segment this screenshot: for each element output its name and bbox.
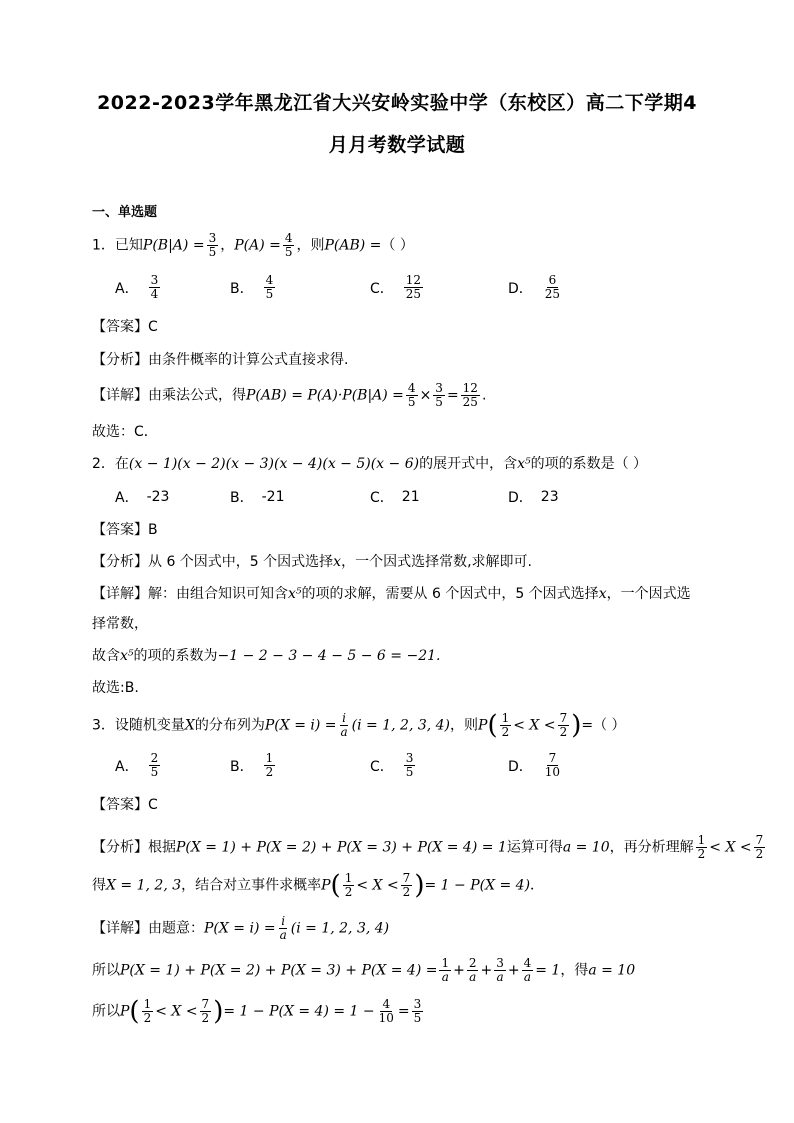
q2-detail: 【详解】解：由组合知识可知含x⁵的项的求解，需要从 6 个因式中，5 个因式选择x，一个因式选	[92, 586, 691, 602]
q3-detail-sum: 所以P(X = 1) + P(X = 2) + P(X = 3) + P(X = 4) = $\frac{1}{a}$ + $\frac{2}{a}$ + $\frac{3}{a}$ + $\frac{4}{a}$ = 1，得a = 10	[92, 956, 636, 984]
q2-detail-result: 故含x⁵的项的系数为−1 − 2 − 3 − 4 − 5 − 6 = −21.	[92, 648, 441, 664]
q3-detail-result: 所以P( $\frac{1}{2}$ < X < $\frac{7}{2}$ )= 1 − P(X = 4) = 1 − $\frac{4}{10}$ = $\frac{3}{5}$	[92, 996, 422, 1027]
q1-analysis: 【分析】由条件概率的计算公式直接求得.	[92, 352, 349, 368]
q3-option-a: A． $\frac{2}{5}$	[115, 751, 159, 779]
q3-analysis-cont: 得X = 1, 2, 3，结合对立事件求概率P( $\frac{1}{2}$ < X < $\frac{7}{2}$ )= 1 − P(X = 4)．	[92, 870, 545, 901]
q2-analysis: 【分析】从 6 个因式中，5 个因式选择x，一个因式选择常数,求解即可.	[92, 554, 532, 570]
q2-stem: 2．在(x − 1)(x − 2)(x − 3)(x − 4)(x − 5)(x − 6)的展开式中，含x⁵的项的系数是（ ）	[92, 456, 648, 472]
q1-stem: 1．已知P(B|A) = $\frac{3}{5}$ ，P(A) = $\frac{4}{5}$ ，则P(AB) =（ ）	[92, 231, 414, 259]
q3-analysis: 【分析】根据P(X = 1) + P(X = 2) + P(X = 3) + P(X = 4) = 1运算可得a = 10，再分析理解 $\frac{1}{2}$ < X < $\frac{7}{2}$	[92, 833, 764, 861]
q1-option-a: A． $\frac{3}{4}$	[115, 273, 159, 301]
q1-detail: 【详解】由乘法公式，得P(AB) = P(A)·P(B|A) = $\frac{4}{5}$ × $\frac{3}{5}$ = $\frac{12}{25}$ .	[92, 381, 487, 409]
q3-option-b: B． $\frac{1}{2}$	[230, 751, 274, 779]
q2-option-a: A． -23	[115, 489, 170, 506]
section-heading: 一、单选题	[92, 205, 158, 220]
q1-option-c: C． $\frac{12}{25}$	[370, 273, 422, 301]
q2-option-d: D． 23	[508, 489, 559, 506]
q1-option-b: B． $\frac{4}{5}$	[230, 273, 274, 301]
q2-option-b: B． -21	[230, 489, 285, 506]
q2-detail-cont: 择常数，	[92, 616, 148, 632]
page-title-line1: 2022-2023学年黑龙江省大兴安岭实验中学（东校区）高二下学期4	[97, 92, 697, 114]
q3-answer: 【答案】C	[92, 797, 158, 813]
q3-option-c: C． $\frac{3}{5}$	[370, 751, 414, 779]
q1-conclusion: 故选：C．	[92, 424, 158, 440]
q2-conclusion: 故选:B.	[92, 680, 139, 696]
q2-answer: 【答案】B	[92, 522, 158, 538]
page-title-line2: 月月考数学试题	[328, 134, 466, 156]
q2-option-c: C． 21	[370, 489, 420, 506]
q1-answer: 【答案】C	[92, 319, 158, 335]
q3-detail: 【详解】由题意：P(X = i) = $\frac{i}{a}$ (i = 1, 2, 3, 4)	[92, 914, 390, 942]
q1-option-d: D． $\frac{6}{25}$	[508, 273, 561, 301]
q3-option-d: D． $\frac{7}{10}$	[508, 751, 561, 779]
q3-stem: 3．设随机变量X的分布列为P(X = i) = $\frac{i}{a}$ (i = 1, 2, 3, 4)，则P( $\frac{1}{2}$ < X < $\frac{7}{2}$ )=（ ）	[92, 710, 626, 741]
